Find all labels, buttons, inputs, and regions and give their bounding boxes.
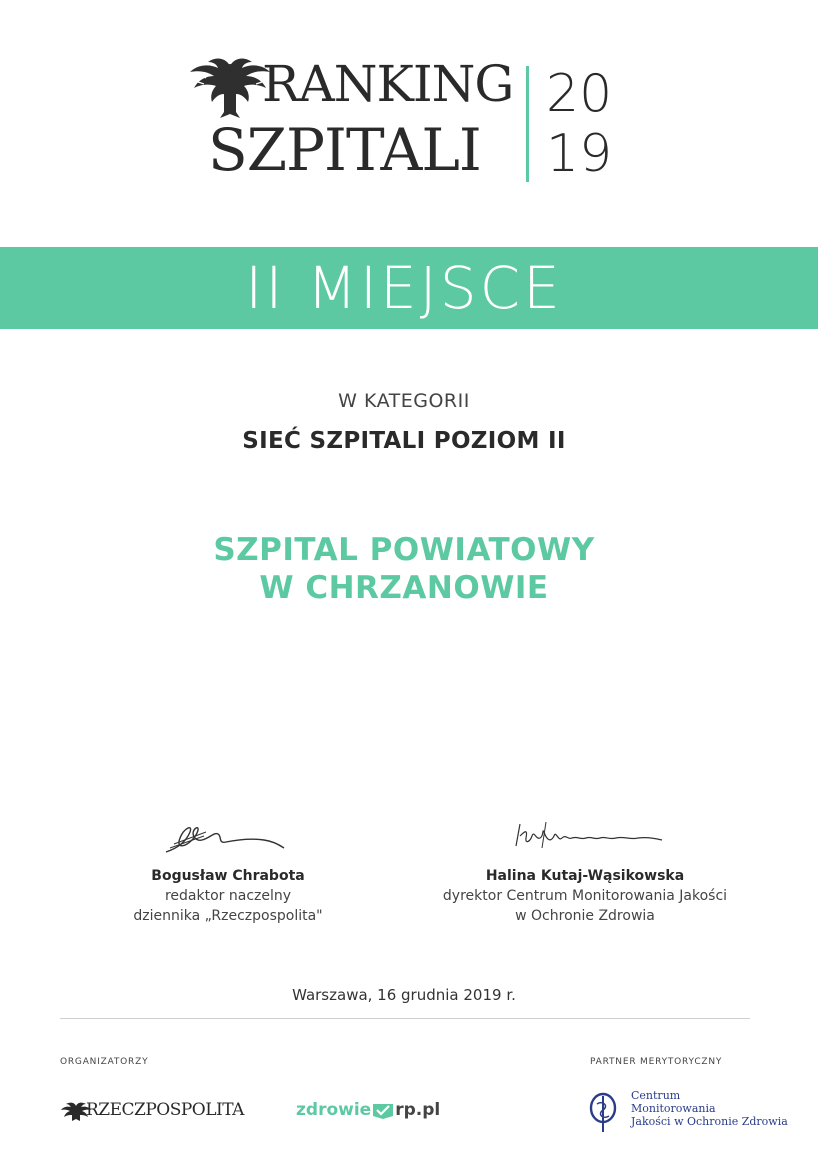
- cmj-logo-text: [631, 1089, 788, 1128]
- zdrowie-logo-text: zdrowie: [296, 1100, 372, 1120]
- hospital-name-line1: SZPITAL POWIATOWY: [213, 532, 595, 568]
- category-name: SIEĆ SZPITALI POZIOM II: [242, 428, 566, 454]
- place-banner: [0, 247, 818, 329]
- issue-date: Warszawa, 16 grudnia 2019 r.: [292, 986, 516, 1004]
- year-bottom: 19: [546, 124, 613, 184]
- signatory-right: [435, 866, 735, 926]
- rp-logo-text: rp.pl: [395, 1100, 441, 1120]
- signatory-right-title1: dyrektor Centrum Monitorowania Jakości: [442, 888, 728, 904]
- eagle-icon: [186, 52, 274, 122]
- signatory-left-title1: redaktor naczelny: [164, 888, 292, 904]
- signatory-left-name: Bogusław Chrabota: [151, 868, 305, 884]
- category-intro: W KATEGORII: [338, 390, 470, 412]
- szpitali-title-word: SZPITALI: [208, 116, 481, 184]
- cmj-line2: Monitorowania: [631, 1102, 716, 1115]
- place-title: II MIEJSCE: [245, 254, 563, 322]
- organizers-label: ORGANIZATORZY: [60, 1057, 149, 1067]
- year-top: 20: [546, 64, 613, 124]
- hospital-name-line2: W CHRZANOWIE: [259, 570, 549, 606]
- rzeczpospolita-logo: RZECZPOSPOLITA: [86, 1100, 244, 1120]
- caduceus-icon: [588, 1090, 618, 1134]
- signatory-right-title2: w Ochronie Zdrowia: [515, 908, 655, 924]
- cmj-line1: Centrum: [631, 1089, 681, 1102]
- signatory-left: [118, 866, 338, 926]
- header-divider: [526, 66, 529, 182]
- signature-left: [160, 818, 290, 860]
- ranking-title-word: RANKING: [262, 55, 514, 113]
- partner-label: PARTNER MERYTORYCZNY: [590, 1057, 723, 1067]
- signatory-left-title2: dziennika „Rzeczpospolita": [133, 908, 323, 924]
- signatory-right-name: Halina Kutaj-Wąsikowska: [485, 868, 685, 884]
- signature-right: [508, 818, 668, 854]
- cmj-line3: Jakości w Ochronie Zdrowia: [631, 1115, 788, 1128]
- zdrowie-rp-logo: [296, 1100, 440, 1120]
- footer-divider: [60, 1018, 750, 1019]
- check-icon: [372, 1100, 394, 1120]
